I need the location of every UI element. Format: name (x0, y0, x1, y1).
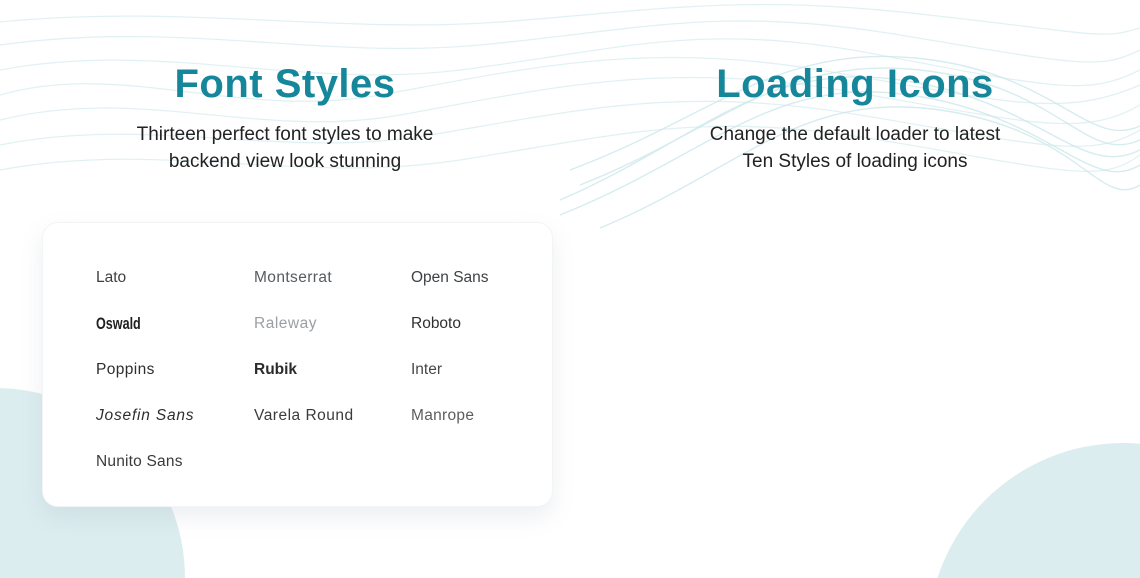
loading-icons-subtitle-line2: Ten Styles of loading icons (742, 151, 968, 172)
font-styles-title: Font Styles (174, 62, 396, 106)
font-style-item-manrope: Manrope (411, 407, 475, 424)
font-style-item-open-sans: Open Sans (411, 269, 489, 286)
loading-icons-title: Loading Icons (716, 62, 994, 106)
loading-icons-subtitle (570, 121, 1140, 175)
font-styles-card (42, 222, 553, 507)
font-style-item-montserrat: Montserrat (254, 269, 333, 286)
font-styles-subtitle (0, 121, 570, 175)
loading-icons-subtitle-line1: Change the default loader to latest (709, 124, 1001, 145)
font-style-item-varela-round: Varela Round (254, 407, 354, 424)
font-style-item-lato: Lato (96, 269, 127, 286)
loading-icons-section (570, 0, 1140, 578)
font-style-item-nunito-sans: Nunito Sans (96, 453, 183, 470)
font-style-item-oswald: Oswald (96, 314, 141, 333)
font-style-item-rubik: Rubik (254, 361, 298, 378)
font-style-item-raleway: Raleway (254, 315, 317, 332)
font-style-item-poppins: Poppins (96, 361, 155, 378)
font-style-item-roboto: Roboto (411, 315, 461, 332)
font-styles-subtitle-line1: Thirteen perfect font styles to make (136, 124, 434, 145)
font-style-item-inter: Inter (411, 361, 443, 378)
font-style-item-josefin-sans: Josefin Sans (96, 407, 195, 424)
font-styles-subtitle-line2: backend view look stunning (168, 151, 402, 172)
font-styles-grid (43, 223, 552, 471)
